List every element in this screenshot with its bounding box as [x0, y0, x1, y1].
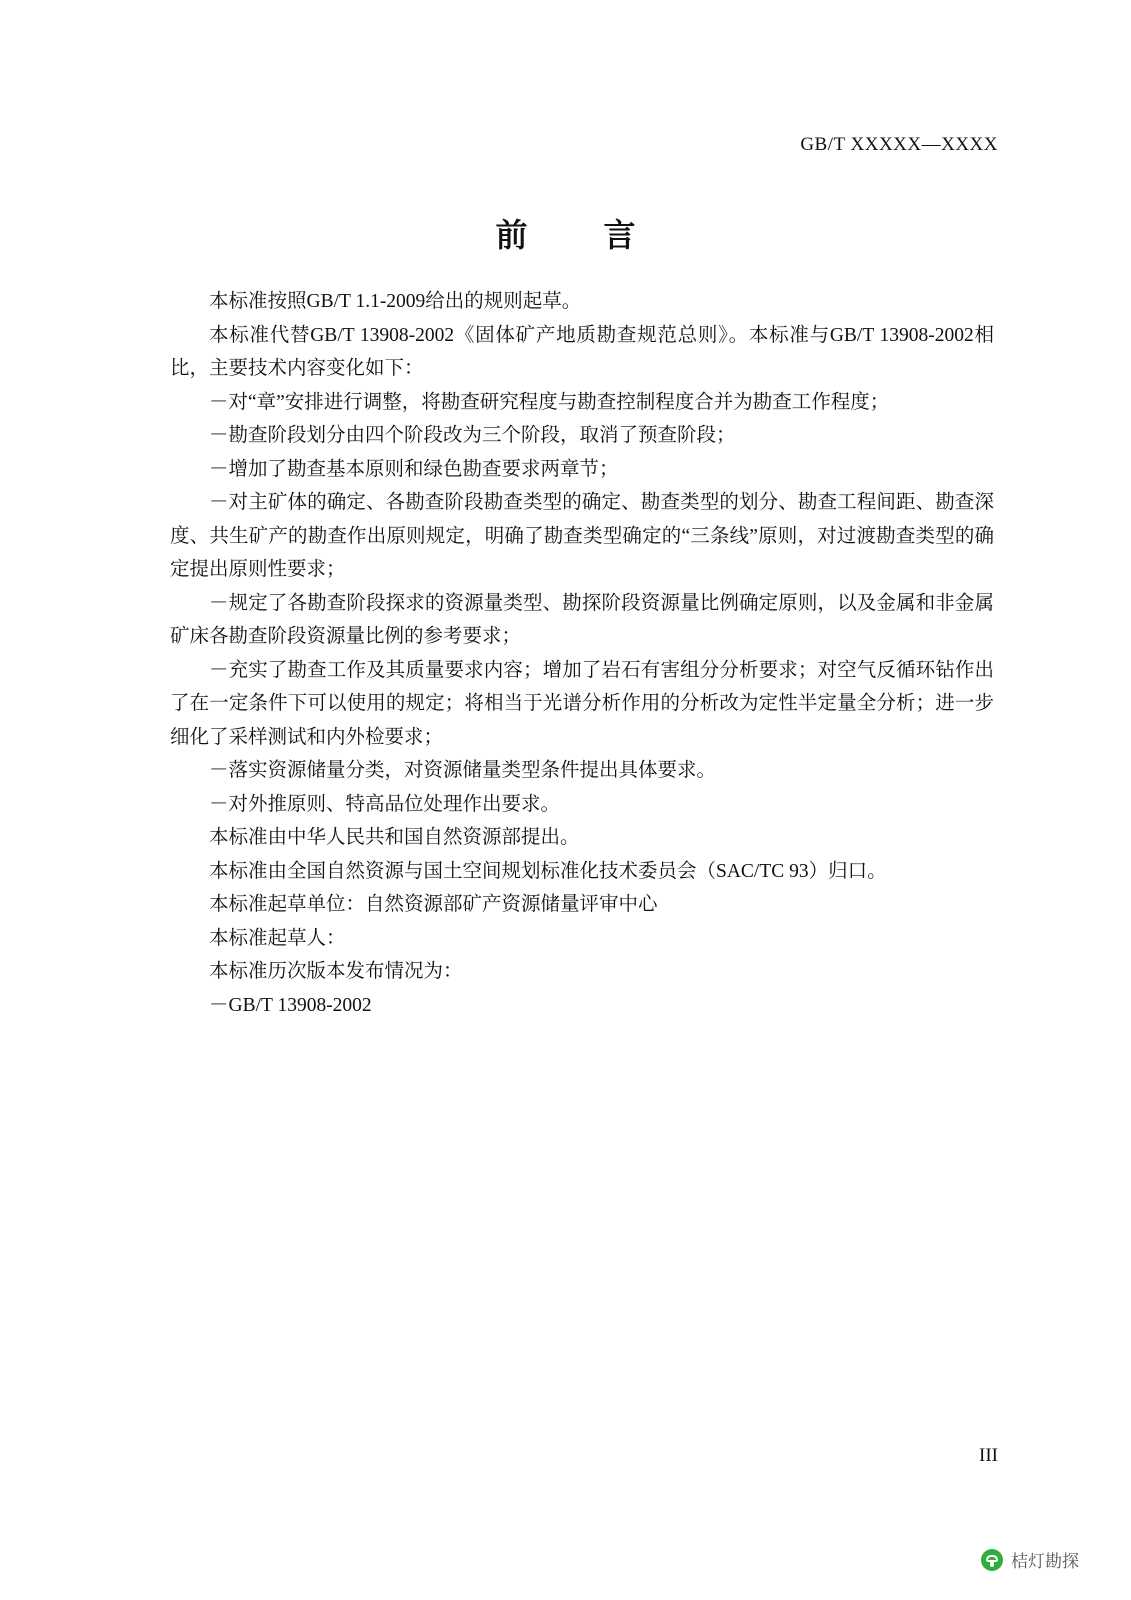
watermark — [981, 1547, 1079, 1572]
list-item: －落实资源储量分类，对资源储量类型条件提出具体要求。 — [209, 760, 717, 781]
paragraph: 本标准起草人： — [209, 927, 346, 949]
page-number: III — [979, 1445, 998, 1466]
paragraph: 本标准历次版本发布情况为： — [209, 961, 463, 982]
list-item: －增加了勘查基本原则和绿色勘查要求两章节； — [209, 458, 619, 480]
paragraph: 本标准代替GB/T 13908-2002《固体矿产地质勘查规范总则》。本标准与GB/T 13908-2002相比，主要技术内容变化如下： — [170, 324, 994, 379]
paragraph: 本标准起草单位：自然资源部矿产资源储量评审中心 — [209, 894, 658, 915]
list-item: －对“章”安排进行调整，将勘查研究程度与勘查控制程度合并为勘查工作程度； — [209, 391, 890, 413]
list-item: －对外推原则、特高品位处理作出要求。 — [209, 793, 561, 815]
list-item: －充实了勘查工作及其质量要求内容；增加了岩石有害组分分析要求；对空气反循环钻作出了在一定条件下可以使用的规定；将相当于光谱分析作用的分析改为定性半定量全分析；进一步细化了采样测试和内外检要求； — [170, 659, 994, 748]
paragraph: 本标准由中华人民共和国自然资源部提出。 — [209, 827, 580, 848]
list-item: －对主矿体的确定、各勘查阶段勘查类型的确定、勘查类型的划分、勘查工程间距、勘查深度、共生矿产的勘查作出原则规定，明确了勘查类型确定的“三条线”原则，对过渡勘查类型的确定提出原则性要求； — [170, 492, 994, 580]
list-item: －勘查阶段划分由四个阶段改为三个阶段，取消了预查阶段； — [209, 425, 736, 446]
paragraph: 本标准按照GB/T 1.1-2009给出的规则起草。 — [209, 291, 582, 312]
paragraph: 本标准由全国自然资源与国土空间规划标准化技术委员会（SAC/TC 93）归口。 — [209, 860, 887, 882]
foreword-body — [170, 285, 994, 1022]
standard-code-header: GB/T XXXXX—XXXX — [800, 134, 998, 155]
wechat-logo-icon — [981, 1549, 1003, 1571]
list-item: －规定了各勘查阶段探求的资源量类型、勘探阶段资源量比例确定原则，以及金属和非金属矿床各勘查阶段资源量比例的参考要求； — [170, 592, 994, 647]
paragraph: －GB/T 13908-2002 — [209, 994, 372, 1016]
watermark-label: 桔灯勘探 — [1011, 1552, 1079, 1571]
page-title: 前 言 — [495, 216, 658, 254]
